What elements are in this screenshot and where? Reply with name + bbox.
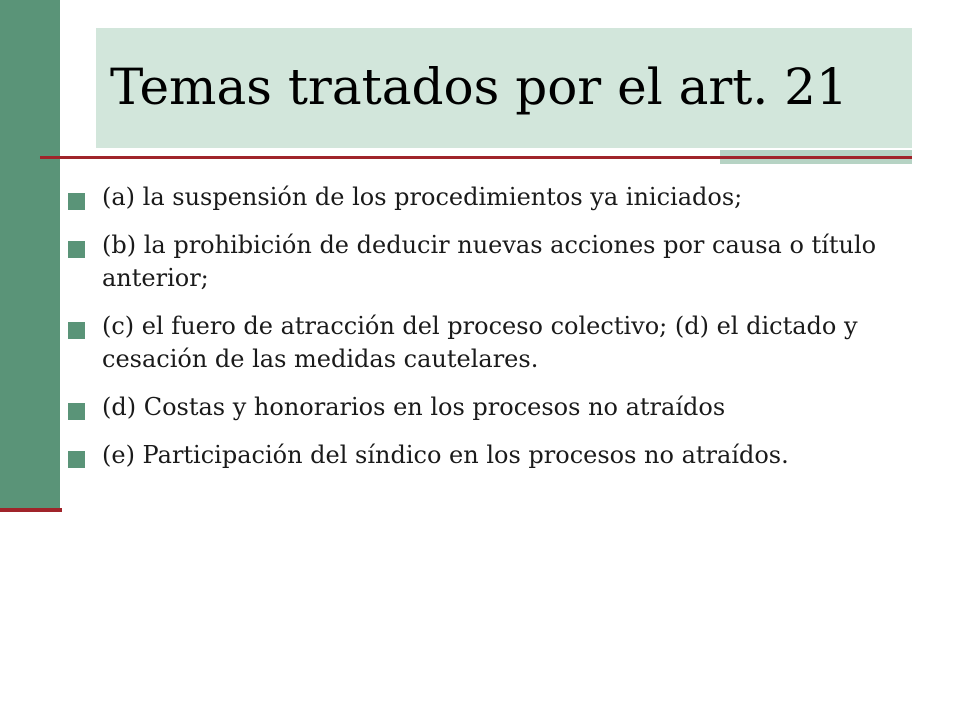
bullet-item — [68, 310, 928, 376]
square-bullet-icon — [68, 451, 85, 468]
bullet-list — [68, 181, 928, 487]
square-bullet-icon — [68, 322, 85, 339]
bullet-item — [68, 229, 928, 295]
bullet-text: (c) el fuero de atracción del proceso colectivo; (d) el dictado y cesación de las medidas cautelares. — [102, 312, 858, 373]
bullet-item — [68, 181, 928, 214]
bullet-text: (b) la prohibición de deducir nuevas acciones por causa o título anterior; — [102, 231, 877, 292]
square-bullet-icon — [68, 193, 85, 210]
bullet-item — [68, 439, 928, 472]
left-bar-red-edge — [0, 508, 62, 512]
bullet-text: (a) la suspensión de los procedimientos ya iniciados; — [102, 183, 743, 211]
left-accent-bar — [0, 0, 60, 512]
bullet-item — [68, 391, 928, 424]
slide-title: Temas tratados por el art. 21 — [110, 58, 848, 116]
square-bullet-icon — [68, 403, 85, 420]
title-divider — [40, 156, 912, 159]
bullet-text: (e) Participación del síndico en los procesos no atraídos. — [102, 441, 789, 469]
square-bullet-icon — [68, 241, 85, 258]
bullet-text: (d) Costas y honorarios en los procesos no atraídos — [102, 393, 726, 421]
